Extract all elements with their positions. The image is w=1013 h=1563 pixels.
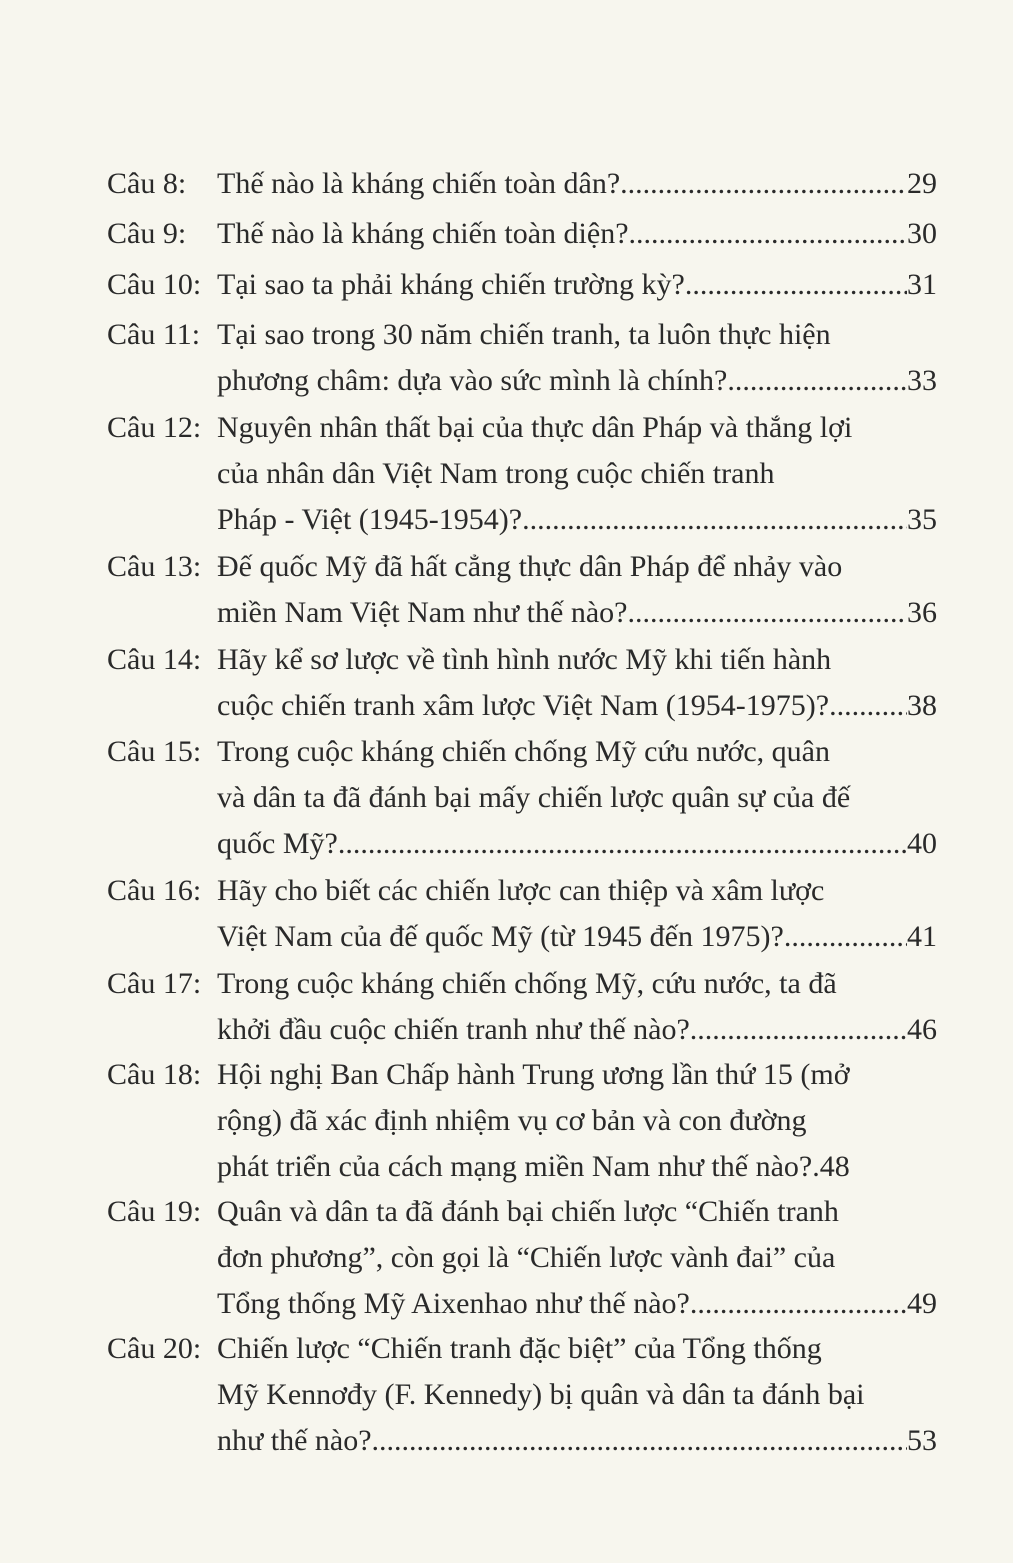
dot-leader — [685, 262, 907, 308]
toc-entry-title-line: Chiến lược “Chiến tranh đặc biệt” của Tổng thống — [217, 1332, 822, 1365]
toc-entry-title: Tổng thống Mỹ Aixenhao như thế nào? — [217, 1287, 690, 1320]
dot-leader — [372, 1418, 907, 1464]
toc-entry-title-line: Hội nghị Ban Chấp hành Trung ương lần thứ 15 (mở — [217, 1058, 850, 1091]
toc-entry-label: Câu 12: — [107, 411, 202, 444]
toc-entry-title-line: Trong cuộc kháng chiến chống Mỹ cứu nước, quân — [217, 735, 830, 768]
toc-entry-title: miền Nam Việt Nam như thế nào? — [217, 596, 628, 629]
toc-entry-label: Câu 16: — [107, 874, 202, 907]
toc-entry-title-line: Đế quốc Mỹ đã hất cẳng thực dân Pháp để nhảy vào — [217, 550, 843, 583]
toc-entry-title-line: Nguyên nhân thất bại của thực dân Pháp và thắng lợi — [217, 411, 853, 444]
toc-entry-title: Pháp - Việt (1945-1954)? — [217, 503, 523, 536]
toc-page-number: 31 — [907, 268, 937, 301]
toc-entry-title-line: rộng) đã xác định nhiệm vụ cơ bản và con đường — [217, 1104, 807, 1137]
toc-entry-title-line: Mỹ Kennơđy (F. Kennedy) bị quân và dân ta đánh bại — [217, 1378, 865, 1411]
toc-entry-label: Câu 20: — [107, 1332, 202, 1365]
toc-entry-title-line: đơn phương”, còn gọi là “Chiến lược vành đai” của — [217, 1241, 836, 1274]
toc-page-number: 33 — [907, 364, 937, 397]
toc-entry-label: Câu 13: — [107, 550, 202, 583]
toc-entry-title: Thế nào là kháng chiến toàn diện? — [217, 217, 629, 250]
toc-entry-label: Câu 11: — [107, 318, 201, 351]
dot-leader — [829, 683, 907, 729]
toc-page-number: 38 — [907, 689, 937, 722]
toc-entry-title-line: Hãy kể sơ lược về tình hình nước Mỹ khi tiến hành — [217, 643, 832, 676]
toc-entry-title-line: và dân ta đã đánh bại mấy chiến lược quân sự của đế — [217, 781, 851, 814]
toc-entry-label: Câu 17: — [107, 967, 202, 1000]
toc-page-number: 40 — [907, 827, 937, 860]
toc-entry-title: cuộc chiến tranh xâm lược Việt Nam (1954-1975)? — [217, 689, 830, 722]
toc-page-number: 53 — [907, 1424, 937, 1457]
toc-entry-title: phát triển của cách mạng miền Nam như thế nào? — [217, 1150, 813, 1183]
dot-leader — [690, 1281, 907, 1327]
toc-page-number: 49 — [907, 1287, 937, 1320]
toc-entry-label: Câu 14: — [107, 643, 202, 676]
dot-leader — [690, 1007, 907, 1053]
toc-page-number: 35 — [907, 503, 937, 536]
toc-entry-label: Câu 8: — [107, 167, 187, 200]
toc-entry-title: Việt Nam của đế quốc Mỹ (từ 1945 đến 1975)? — [217, 920, 784, 953]
dot-leader — [629, 211, 907, 257]
toc-entry-label: Câu 19: — [107, 1195, 202, 1228]
toc-entry-title-line: Tại sao trong 30 năm chiến tranh, ta luôn thực hiện — [217, 318, 831, 351]
dot-leader — [784, 914, 907, 960]
toc-page-number: .48 — [812, 1150, 850, 1183]
toc-entry-label: Câu 15: — [107, 735, 202, 768]
toc-page-number: 46 — [907, 1013, 937, 1046]
dot-leader — [522, 497, 907, 543]
toc-entry-title-line: Quân và dân ta đã đánh bại chiến lược “Chiến tranh — [217, 1195, 839, 1228]
toc-entry-title-line: của nhân dân Việt Nam trong cuộc chiến tranh — [217, 457, 775, 490]
toc-page-number: 41 — [907, 920, 937, 953]
toc-entry-title: như thế nào? — [217, 1424, 372, 1457]
dot-leader — [620, 161, 907, 207]
toc-page-number: 36 — [907, 596, 937, 629]
toc-entry-title: Thế nào là kháng chiến toàn dân? — [217, 167, 621, 200]
toc-entry-label: Câu 9: — [107, 217, 187, 250]
toc-entry-title-line: Trong cuộc kháng chiến chống Mỹ, cứu nước, ta đã — [217, 967, 837, 1000]
toc-entry-title-line: Hãy cho biết các chiến lược can thiệp và xâm lược — [217, 874, 825, 907]
toc-entry-title: quốc Mỹ? — [217, 827, 338, 860]
toc-page-number: 29 — [907, 167, 937, 200]
toc-entry-title: Tại sao ta phải kháng chiến trường kỳ? — [217, 268, 685, 301]
dot-leader — [338, 821, 907, 867]
dot-leader — [627, 590, 907, 636]
toc-entry-title: phương châm: dựa vào sức mình là chính? — [217, 364, 728, 397]
toc-entry-title: khởi đầu cuộc chiến tranh như thế nào? — [217, 1013, 690, 1046]
toc-entry-label: Câu 18: — [107, 1058, 202, 1091]
dot-leader — [727, 358, 907, 404]
toc-entry-label: Câu 10: — [107, 268, 202, 301]
toc-page-number: 30 — [907, 217, 937, 250]
